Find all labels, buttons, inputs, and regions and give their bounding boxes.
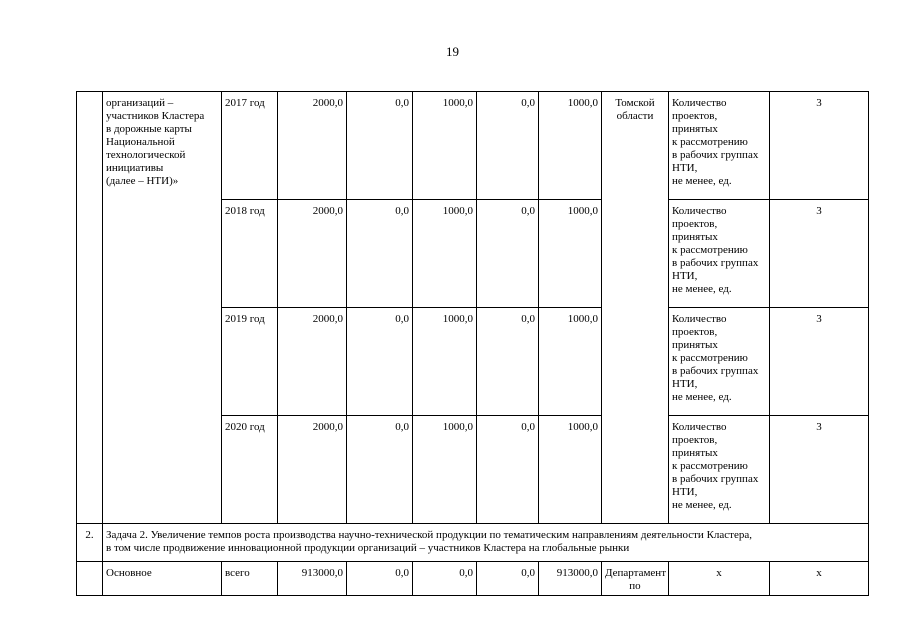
task-text-cell: Задача 2. Увеличение темпов роста производства научно-технической продукции по тематическим направлениям деятельности Кластера, в том числе продвижение инновационной продукции организаций – участников Кластера на глобальные рынки — [103, 524, 869, 562]
other-cell: 913000,0 — [539, 562, 602, 596]
year-cell: 2018 год — [222, 200, 278, 308]
local-cell: 0,0 — [477, 416, 539, 524]
regional-cell: 0,0 — [413, 562, 477, 596]
year-cell: всего — [222, 562, 278, 596]
executor-cell: Департамент по — [602, 562, 669, 596]
regional-cell: 1000,0 — [413, 416, 477, 524]
value-cell: х — [770, 562, 869, 596]
event-name-cell: Основное — [103, 562, 222, 596]
total-cell: 2000,0 — [278, 416, 347, 524]
value-cell: 3 — [770, 200, 869, 308]
local-cell: 0,0 — [477, 562, 539, 596]
total-cell: 913000,0 — [278, 562, 347, 596]
local-cell: 0,0 — [477, 200, 539, 308]
value-cell: 3 — [770, 308, 869, 416]
total-cell: 2000,0 — [278, 308, 347, 416]
task-number-cell: 2. — [77, 524, 103, 562]
row-number-cell — [77, 562, 103, 596]
page-number: 19 — [446, 44, 459, 59]
table-row — [77, 562, 869, 596]
federal-cell: 0,0 — [347, 200, 413, 308]
indicator-cell: Количество проектов, принятых к рассмотрению в рабочих группах НТИ, не менее, ед. — [669, 416, 770, 524]
other-cell: 1000,0 — [539, 92, 602, 200]
local-cell: 0,0 — [477, 308, 539, 416]
value-cell: 3 — [770, 416, 869, 524]
regional-cell: 1000,0 — [413, 200, 477, 308]
indicator-cell: Количество проектов, принятых к рассмотрению в рабочих группах НТИ, не менее, ед. — [669, 92, 770, 200]
federal-cell: 0,0 — [347, 308, 413, 416]
federal-cell: 0,0 — [347, 562, 413, 596]
regional-cell: 1000,0 — [413, 308, 477, 416]
executor-cell: Томской области — [602, 92, 669, 524]
value-cell: 3 — [770, 92, 869, 200]
other-cell: 1000,0 — [539, 416, 602, 524]
total-cell: 2000,0 — [278, 200, 347, 308]
event-name-cell: организаций – участников Кластера в дорожные карты Национальной технологической инициативы (далее – НТИ)» — [103, 92, 222, 524]
indicator-cell: Количество проектов, принятых к рассмотрению в рабочих группах НТИ, не менее, ед. — [669, 308, 770, 416]
program-table — [76, 91, 869, 596]
year-cell: 2017 год — [222, 92, 278, 200]
indicator-cell: х — [669, 562, 770, 596]
total-cell: 2000,0 — [278, 92, 347, 200]
federal-cell: 0,0 — [347, 92, 413, 200]
indicator-cell: Количество проектов, принятых к рассмотрению в рабочих группах НТИ, не менее, ед. — [669, 200, 770, 308]
other-cell: 1000,0 — [539, 308, 602, 416]
federal-cell: 0,0 — [347, 416, 413, 524]
local-cell: 0,0 — [477, 92, 539, 200]
table-row — [77, 92, 869, 200]
year-cell: 2019 год — [222, 308, 278, 416]
task-row — [77, 524, 869, 562]
year-cell: 2020 год — [222, 416, 278, 524]
other-cell: 1000,0 — [539, 200, 602, 308]
row-number-cell — [77, 92, 103, 524]
regional-cell: 1000,0 — [413, 92, 477, 200]
